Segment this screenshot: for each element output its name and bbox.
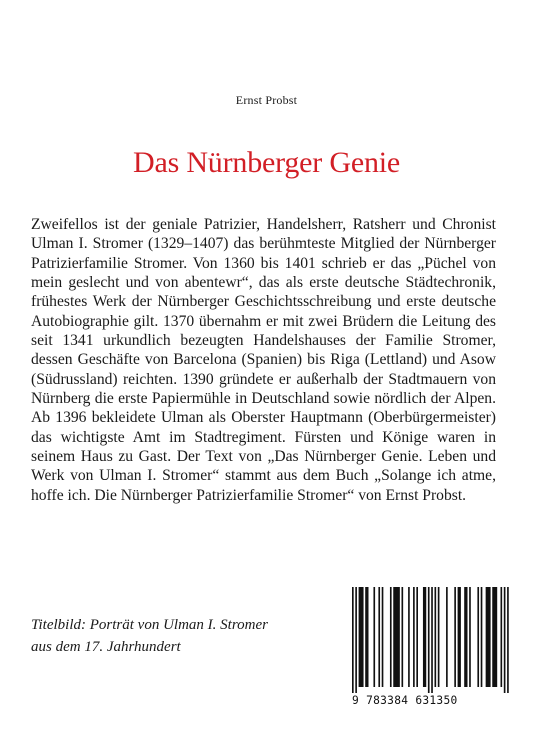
barcode-bar — [382, 587, 384, 687]
barcode-bar — [435, 587, 437, 687]
barcode-bar — [355, 587, 357, 693]
barcode-bar — [402, 587, 404, 687]
barcode-bars — [340, 583, 510, 695]
barcode-bar — [428, 587, 430, 693]
caption-line-2: aus dem 17. Jahrhundert — [31, 639, 181, 655]
barcode-bar — [492, 587, 497, 687]
barcode-bar — [373, 587, 375, 687]
blurb-text: Zweifellos ist der geniale Patrizier, Handelsherr, Ratsherr und Chronist Ulman I. Stromer (1329–1407) das berühmteste Mitglied der Nürnberger Patrizierfamilie Stromer. Von 1360 bis 1401 schrieb er das „Püchel von mein geslecht und von abentewr“, das als erste deutsche Städtechronik, frühestes Werk der Nürnberger Geschichtsschreibung und erste deutsche Autobiographie gilt. 1370 übernahm er mit zwei Brüdern die Leitung des seit 1341 urkundlich bezeugten Handelshauses der Familie Stromer, dessen Geschäfte von Barcelona (Spanien) bis Riga (Lettland) und Asow (Südrussland) reichten. 1390 gründete er außerhalb der Stadtmauern von Nürnberg die erste Papiermühle in Deutschland sowie nördlich der Alpen. Ab 1396 bekleidete Ulman als Oberster Hauptmann (Oberbürgermeister) das wichtigste Amt im Stadtregiment. Fürsten und Könige waren in seinem Haus zu Gast. Der Text von „Das Nürnberger Genie. Leben und Werk von Ulman I. Stromer“ stammt aus dem Buch „Solange ich atme, hoffe ich. Die Nürnberger Patrizierfamilie Stromer“ von Ernst Probst. — [31, 216, 496, 504]
barcode-bar — [378, 587, 380, 687]
barcode-bar — [365, 587, 368, 687]
barcode-bar — [481, 587, 483, 687]
barcode-bar — [477, 587, 479, 687]
cover-image-caption — [31, 614, 331, 658]
barcode-bar — [458, 587, 461, 687]
barcode-bar — [464, 587, 467, 687]
isbn-barcode — [340, 583, 510, 713]
barcode-bar — [504, 587, 506, 693]
barcode-bar — [469, 587, 471, 687]
barcode-bar — [438, 587, 440, 687]
book-title: Das Nürnberger Genie — [132, 146, 400, 179]
barcode-bar — [359, 587, 364, 687]
barcode-bar — [413, 587, 415, 687]
barcode-bar — [416, 587, 418, 687]
barcode-bar — [408, 587, 410, 687]
barcode-bar — [352, 587, 354, 693]
barcode-bar — [507, 587, 509, 693]
barcode-bar — [431, 587, 433, 693]
caption-line-1: Titelbild: Porträt von Ulman I. Stromer — [31, 617, 268, 633]
barcode-bar — [501, 587, 503, 687]
barcode-bar — [390, 587, 392, 687]
barcode-bar — [423, 587, 426, 687]
isbn-digits: 9 783384 631350 — [352, 694, 458, 707]
author-name: Ernst Probst — [235, 93, 298, 107]
barcode-bar — [486, 587, 491, 687]
barcode-bar — [446, 587, 448, 687]
barcode-bar — [454, 587, 456, 687]
barcode-bar — [393, 587, 400, 687]
